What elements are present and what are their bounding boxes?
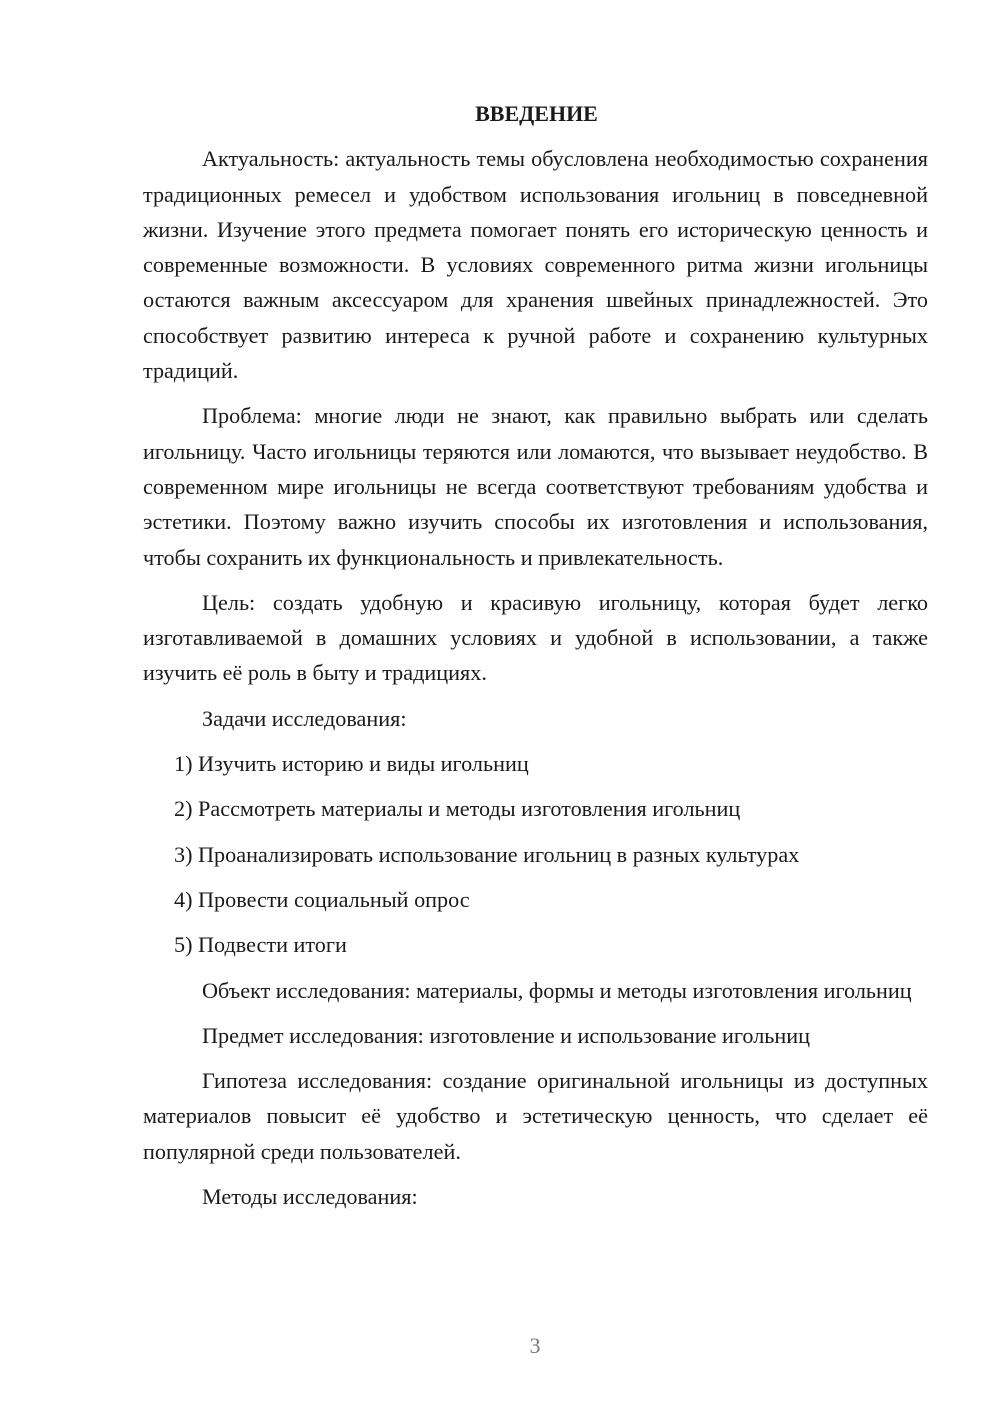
problem-paragraph: Проблема: многие люди не знают, как правильно выбрать или сделать игольницу. Часто игольницы теряются или ломаются, что вызывает неудобство. В современном мире игольницы не всегда соответствуют требованиям удобства и эстетики. Поэтому важно изучить способы их изготовления и использования, чтобы сохранить их функциональность и привлекательность. xyxy=(143,403,928,570)
document-page xyxy=(143,96,928,1224)
object-paragraph: Объект исследования: материалы, формы и методы изготовления игольниц xyxy=(202,977,912,1003)
relevance-paragraph: Актуальность: актуальность темы обусловлена необходимостью сохранения традиционных ремесел и удобством использования игольниц в повседневной жизни. Изучение этого предмета помогает понять его историческую ценность и современные возможности. В условиях современного ритма жизни игольницы остаются важным аксессуаром для хранения швейных принадлежностей. Это способствует развитию интереса к ручной работе и сохранению культурных традиций. xyxy=(143,146,928,384)
page-number: 3 xyxy=(529,1333,541,1358)
list-item: 2) Рассмотреть материалы и методы изготовления игольниц xyxy=(174,796,741,822)
list-item: 3) Проанализировать использование игольниц в разных культурах xyxy=(174,841,800,867)
subject-paragraph: Предмет исследования: изготовление и использование игольниц xyxy=(202,1022,811,1048)
tasks-list xyxy=(143,746,928,962)
list-item: 1) Изучить историю и виды игольниц xyxy=(174,751,529,777)
methods-heading: Методы исследования: xyxy=(202,1184,418,1210)
goal-paragraph: Цель: создать удобную и красивую игольницу, которая будет легко изготавливаемой в домашних условиях и удобной в использовании, а также изучить её роль в быту и традициях. xyxy=(143,589,928,686)
list-item: 4) Провести социальный опрос xyxy=(174,886,470,912)
section-title: ВВЕДЕНИЕ xyxy=(475,101,598,126)
tasks-heading: Задачи исследования: xyxy=(202,705,407,731)
hypothesis-paragraph: Гипотеза исследования: создание оригинальной игольницы из доступных материалов повысит её удобство и эстетическую ценность, что сделает её популярной среди пользователей. xyxy=(143,1068,928,1164)
list-item: 5) Подвести итоги xyxy=(174,932,347,958)
